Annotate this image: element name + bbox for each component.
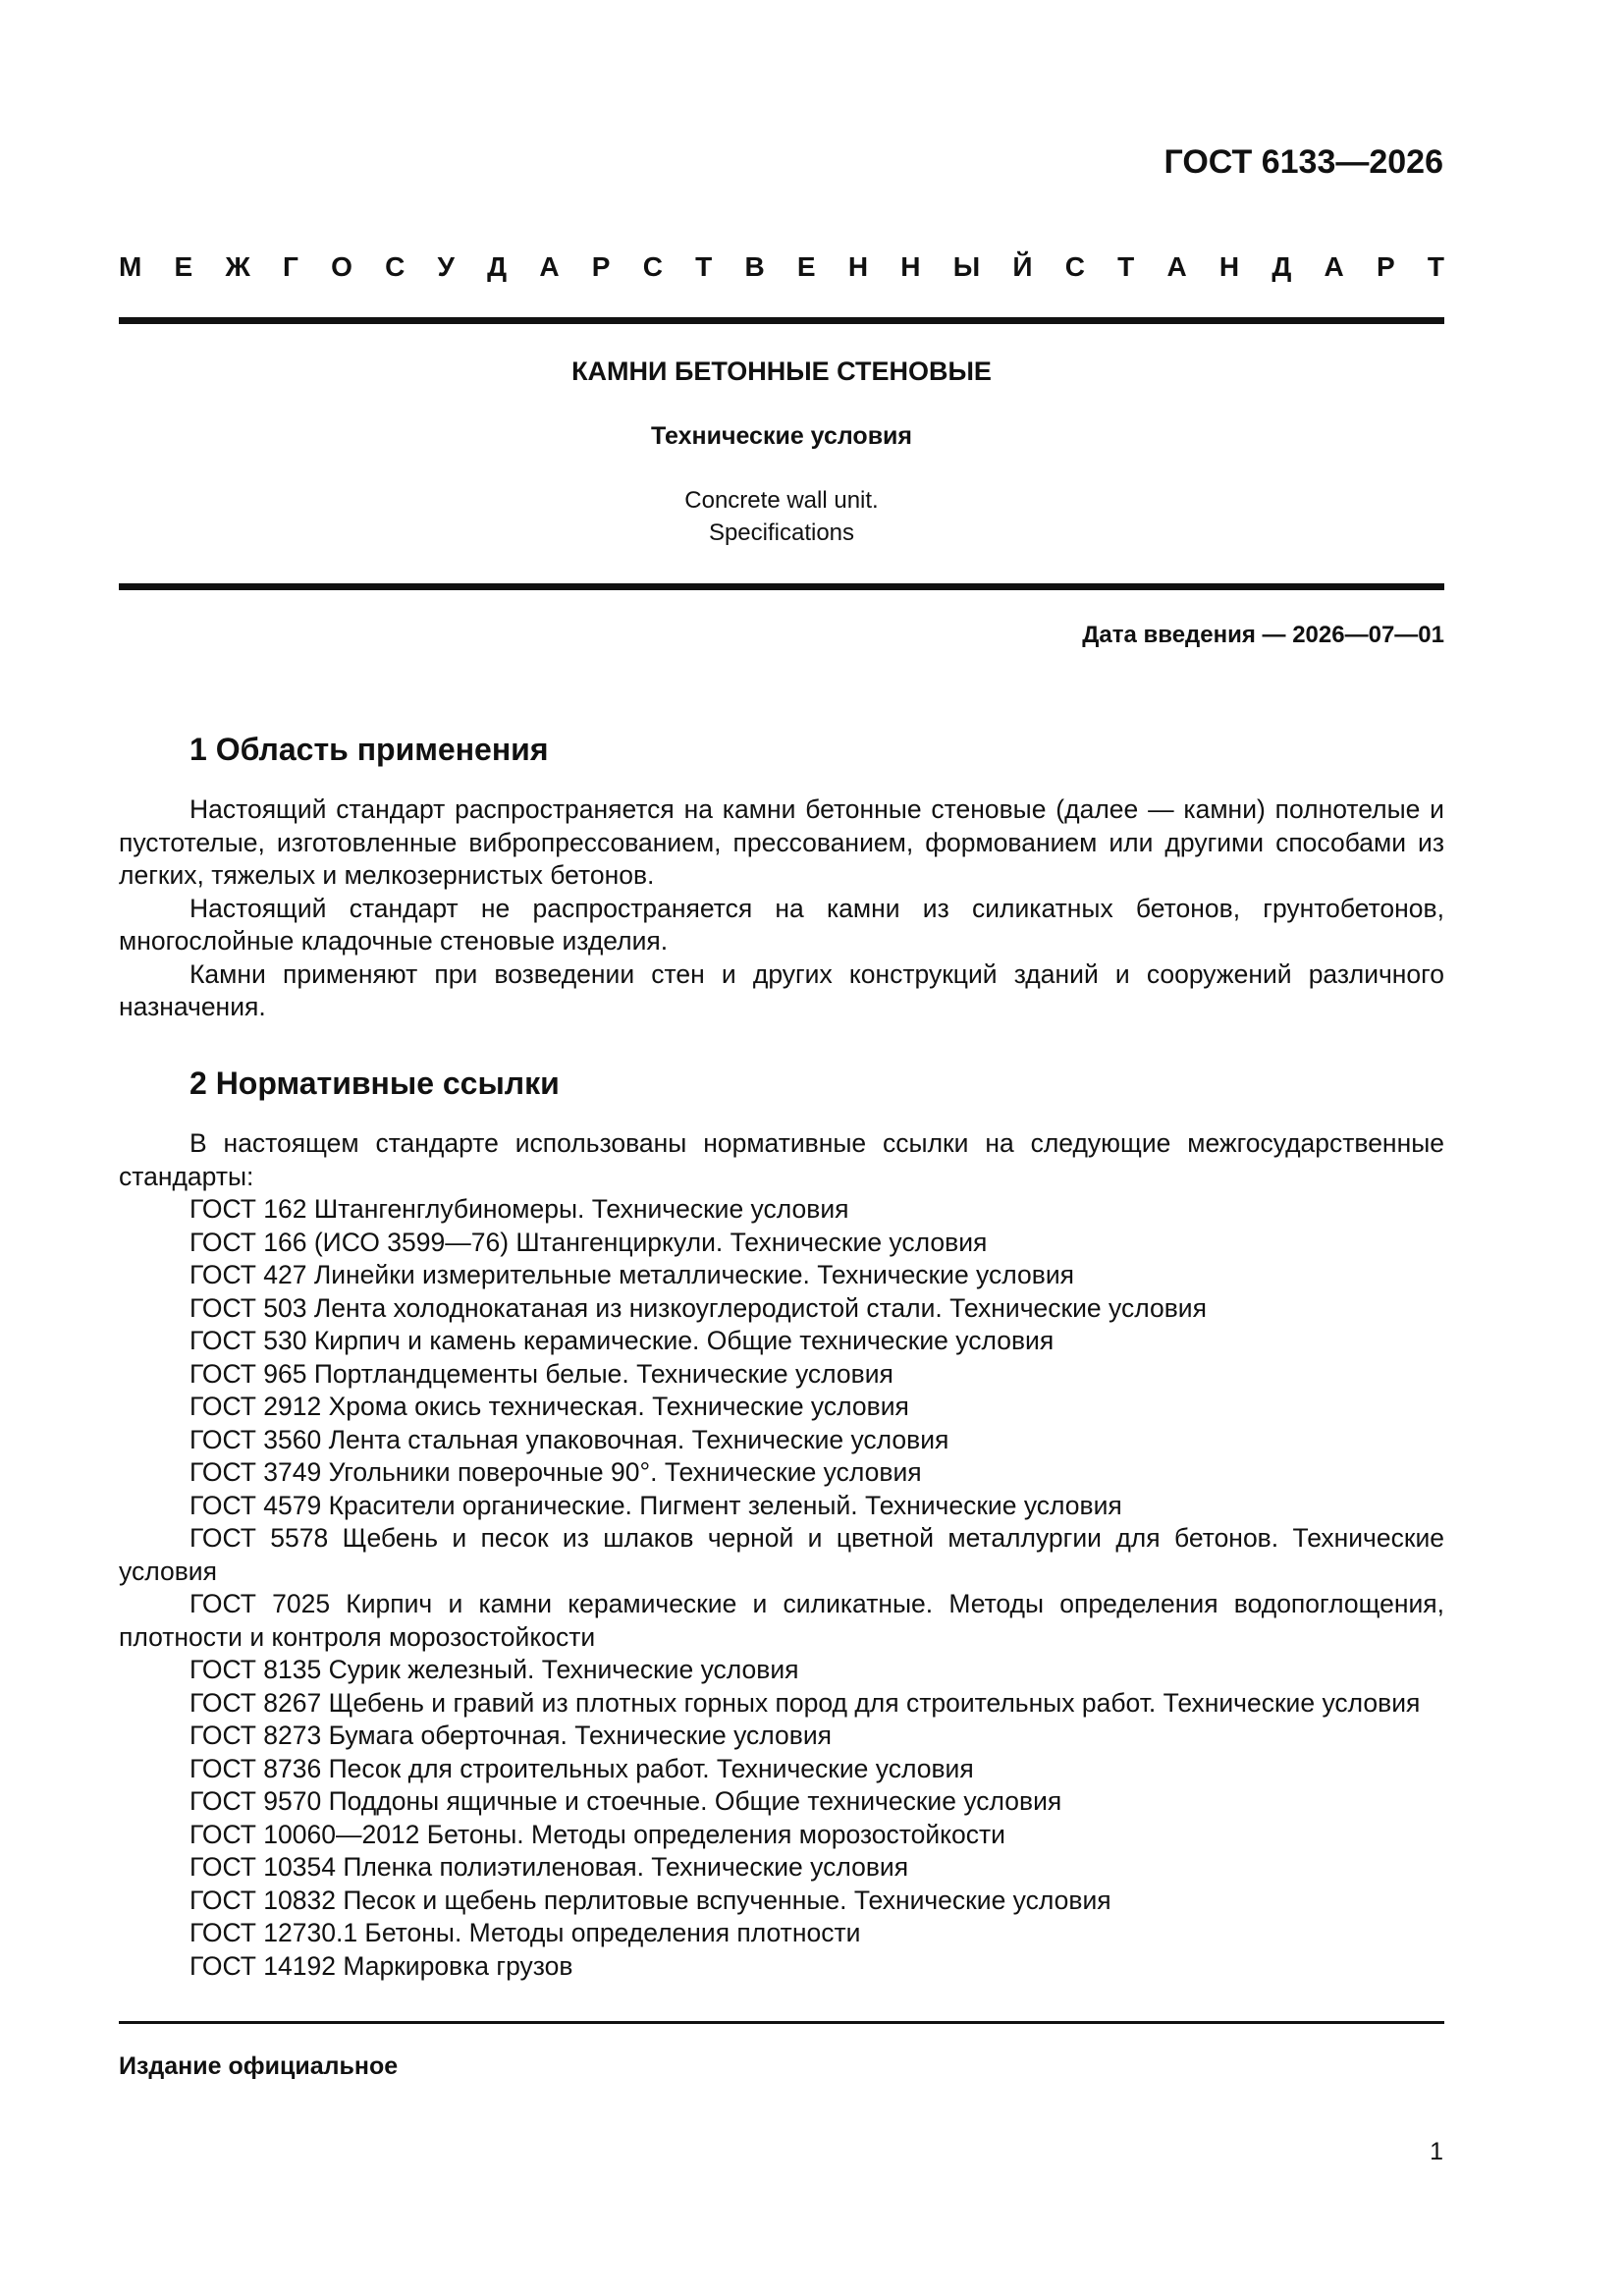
reference-item: ГОСТ 10060—2012 Бетоны. Методы определения морозостойкости [189,1819,1005,1849]
reference-item: ГОСТ 8135 Сурик железный. Технические условия [189,1655,799,1684]
reference-item: ГОСТ 8736 Песок для строительных работ. Технические условия [189,1753,974,1783]
section-2-heading: 2 Нормативные ссылки [189,1066,560,1101]
reference-item: ГОСТ 3749 Угольники поверочные 90°. Технические условия [189,1457,922,1487]
paragraph: Камни применяют при возведении стен и других конструкций зданий и сооружений различного назначения. [119,958,1444,1021]
reference-item: ГОСТ 8273 Бумага оберточная. Технические условия [189,1721,833,1750]
reference-item: ГОСТ 10354 Пленка полиэтиленовая. Технические условия [189,1852,909,1882]
english-title [119,484,1444,549]
reference-item: ГОСТ 14192 Маркировка грузов [189,1950,573,1981]
reference-item: ГОСТ 9570 Поддоны ящичные и стоечные. Общие технические условия [189,1786,1062,1816]
reference-item: ГОСТ 530 Кирпич и камень керамические. Общие технические условия [189,1326,1055,1355]
paragraph: В настоящем стандарте использованы нормативные ссылки на следующие межгосударственные стандарты: [119,1128,1444,1191]
paragraph: Настоящий стандарт не распространяется на камни из силикатных бетонов, грунтобетонов, многослойные кладочные стеновые изделия. [119,893,1444,956]
reference-item: ГОСТ 427 Линейки измерительные металлические. Технические условия [189,1260,1074,1289]
reference-item: ГОСТ 162 Штангенглубиномеры. Технические условия [189,1194,849,1224]
reference-item: ГОСТ 2912 Хрома окись техническая. Технические условия [189,1392,909,1421]
official-edition-label: Издание официальное [119,2052,399,2080]
reference-item: ГОСТ 8267 Щебень и гравий из плотных горных пород для строительных работ. Технические условия [189,1687,1421,1718]
footer-divider [119,2021,1444,2024]
reference-item: ГОСТ 10832 Песок и щебень перлитовые вспученные. Технические условия [189,1885,1111,1915]
header-divider [119,317,1444,324]
reference-item: ГОСТ 503 Лента холоднокатаная из низкоуглеродистой стали. Технические условия [189,1292,1207,1323]
title-divider [119,583,1444,590]
reference-item: ГОСТ 166 (ИСО 3599—76) Штангенциркули. Технические условия [189,1227,988,1257]
reference-item: ГОСТ 3560 Лента стальная упаковочная. Технические условия [189,1424,949,1454]
reference-item: ГОСТ 5578 Щебень и песок из шлаков черной и цветной металлургии для бетонов. Технические условия [119,1523,1444,1586]
section-1-body [119,793,1444,1024]
reference-item: ГОСТ 965 Портландцементы белые. Технические условия [189,1358,893,1389]
english-title-line-1: Concrete wall unit. [684,487,879,514]
english-title-line-2: Specifications [708,519,855,546]
interstate-standard-label: М Е Ж Г О С У Д А Р С Т В Е Н Н Ы Й С Т А Н Д А Р Т [119,251,1444,282]
page-number: 1 [1430,2138,1443,2165]
reference-item: ГОСТ 4579 Красители органические. Пигмент зеленый. Технические условия [189,1490,1122,1520]
section-1-heading: 1 Область применения [189,732,549,767]
reference-item: ГОСТ 12730.1 Бетоны. Методы определения плотности [189,1918,861,1947]
section-2-body [119,1127,1444,1983]
introduction-date: Дата введения — 2026—07—01 [1082,622,1444,648]
document-title: КАМНИ БЕТОННЫЕ СТЕНОВЫЕ [571,356,992,386]
document-subtitle: Технические условия [650,422,913,450]
paragraph: Настоящий стандарт распространяется на камни бетонные стеновые (далее — камни) полнотелые и пустотелые, изготовленные вибропрессованием, прессованием, формованием или другими способами из легких, тяжелых и мелкозернистых бетонов. [119,794,1444,890]
document-number: ГОСТ 6133—2026 [1163,143,1443,181]
reference-item: ГОСТ 7025 Кирпич и камни керамические и силикатные. Методы определения водопоглощения, плотности и контроля морозостойкости [119,1589,1444,1652]
